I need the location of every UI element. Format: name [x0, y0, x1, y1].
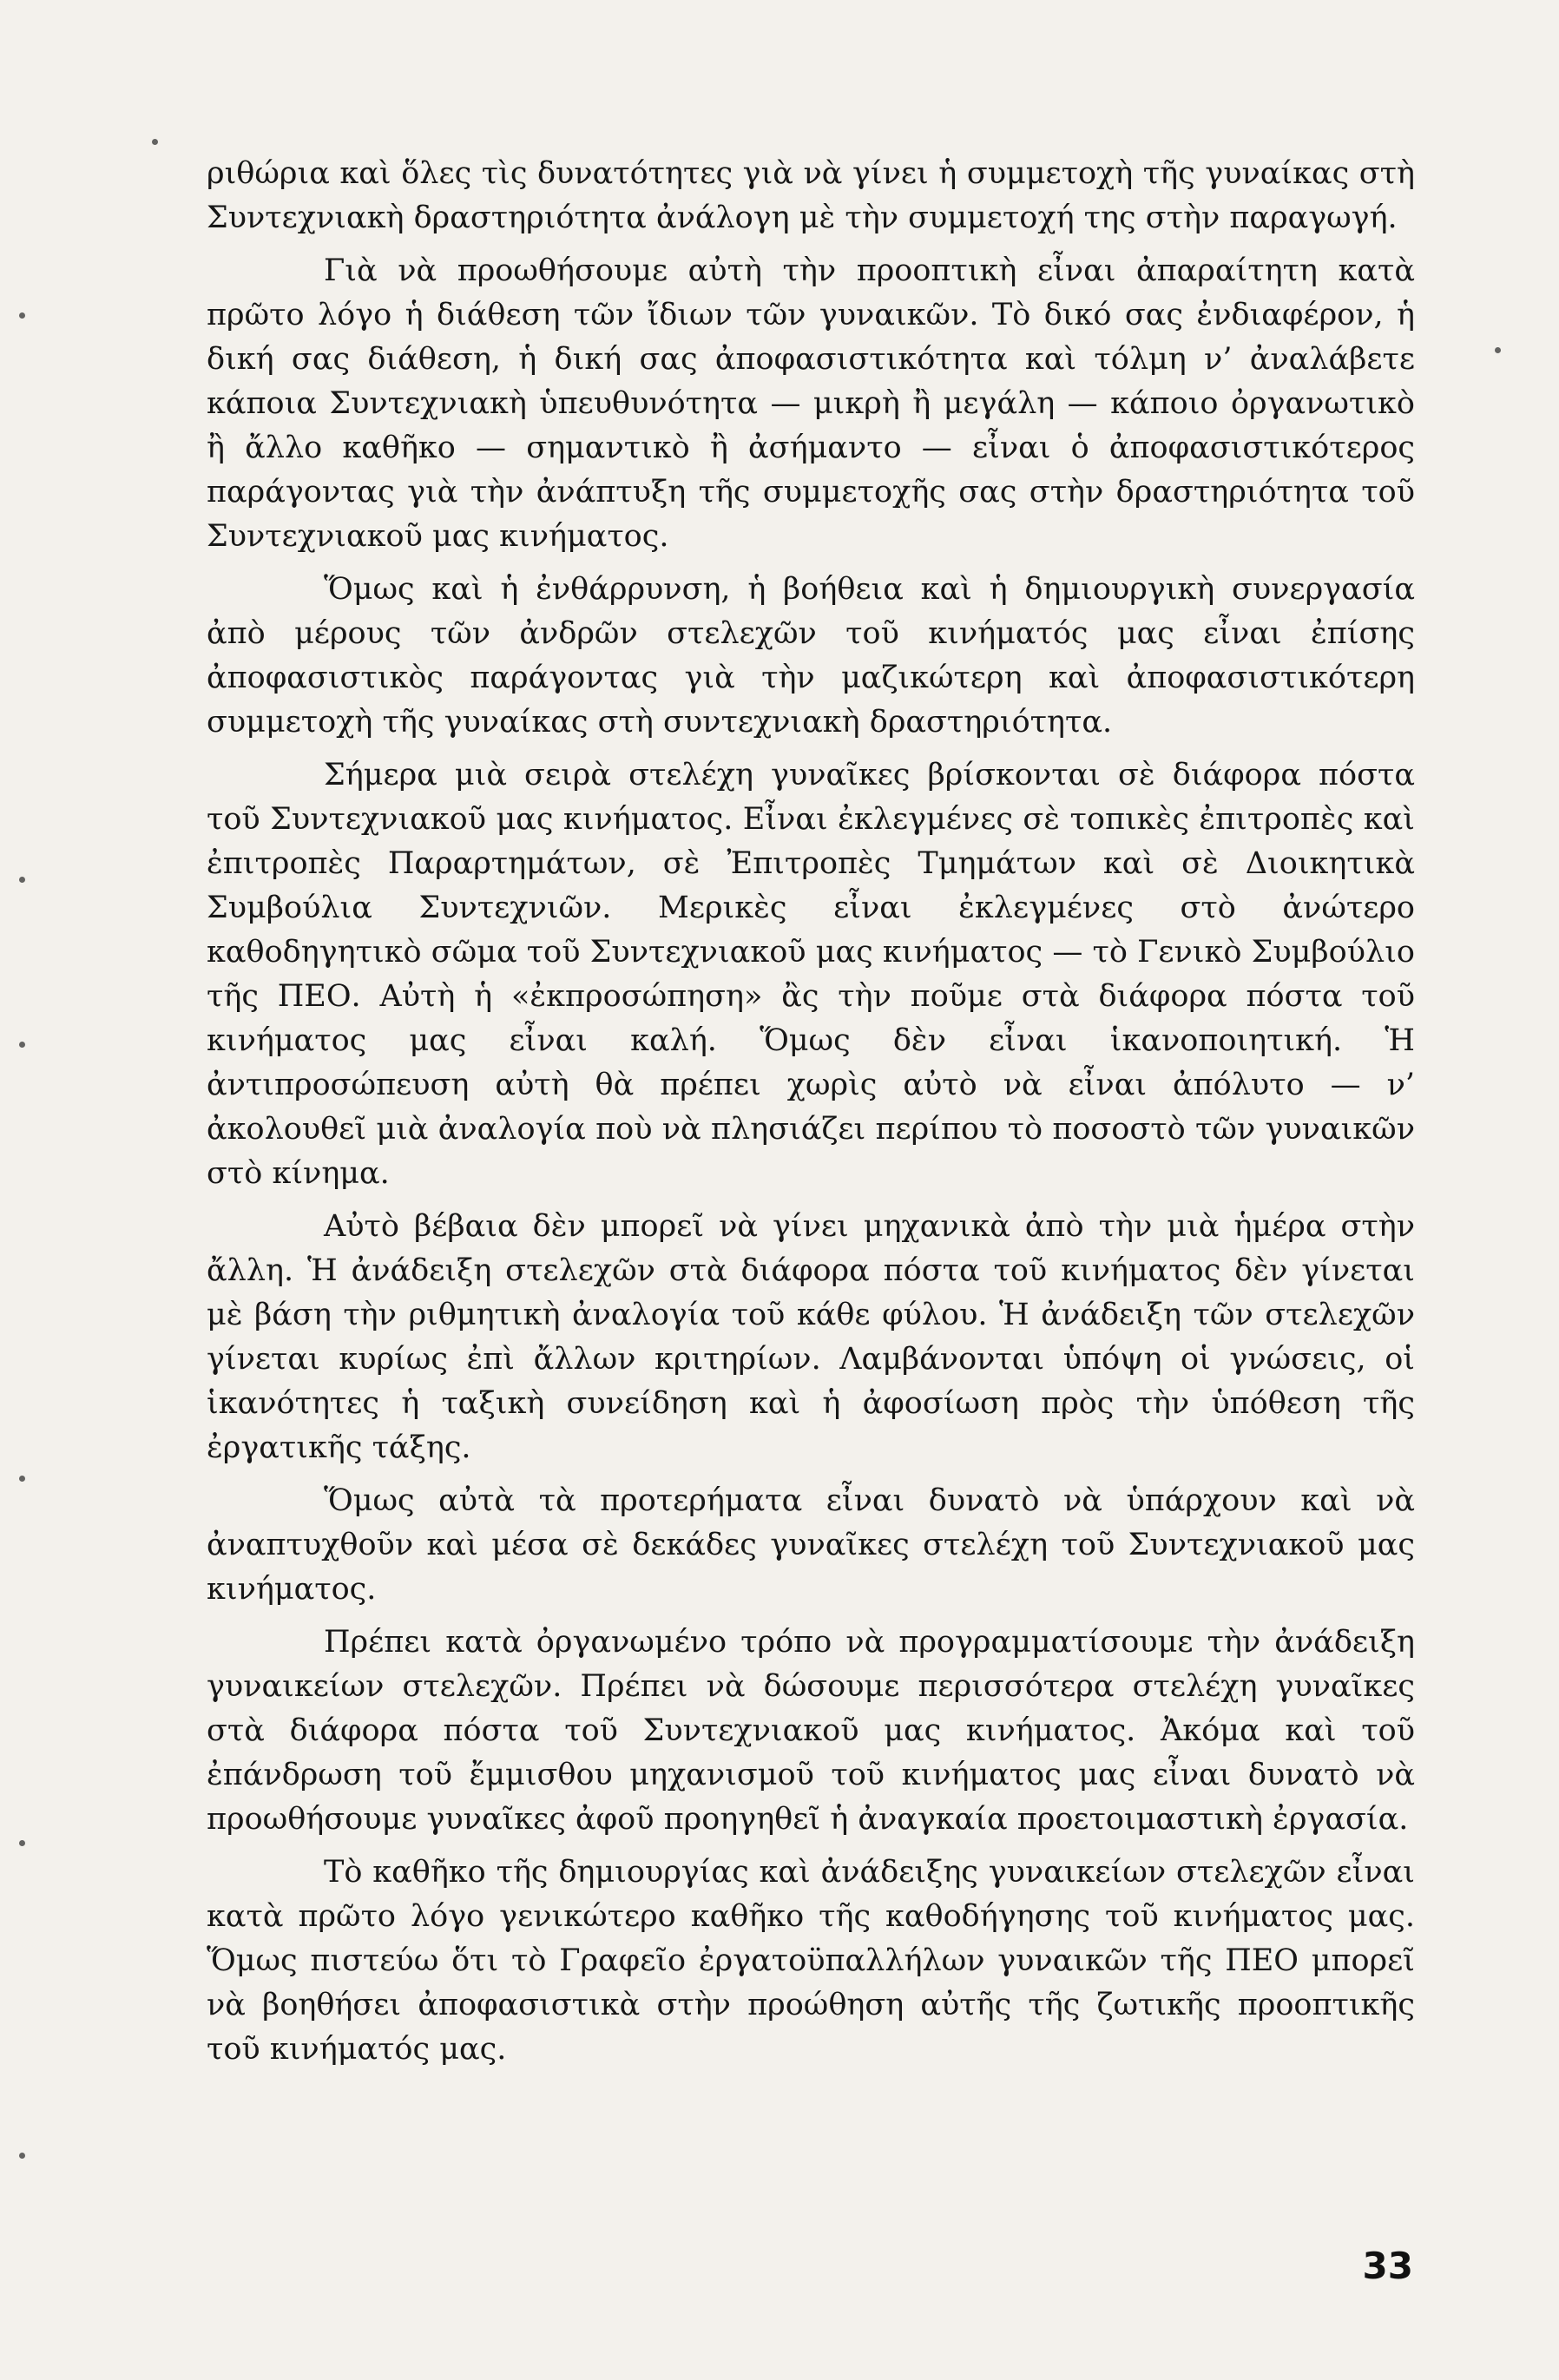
paragraph-3: Ὅμως καὶ ἡ ἐνθάρρυνση, ἡ βοήθεια καὶ ἡ δημιουργικὴ συνεργασία ἀπὸ μέρους τῶν ἀνδρῶν στελεχῶν τοῦ κινήματός μας εἶναι ἐπίσης ἀποφασιστικὸς παράγοντας γιὰ τὴν μαζικώτερη καὶ ἀποφασιστικότερη συμμετοχὴ τῆς γυναίκας στὴ συντεχνιακὴ δραστηριότητα. — [207, 572, 1415, 740]
scan-speck — [19, 1042, 25, 1048]
scan-speck — [19, 877, 25, 883]
paragraph-2: Γιὰ νὰ προωθήσουμε αὐτὴ τὴν προοπτικὴ εἶναι ἀπαραίτητη κατὰ πρῶτο λόγο ἡ διάθεση τῶν ἴδιων τῶν γυναικῶν. Τὸ δικό σας ἐνδιαφέρον, ἡ δική σας διάθεση, ἡ δική σας ἀποφασιστικότητα καὶ τόλμη ν’ ἀναλάβετε κάποια Συντεχνιακὴ ὑπευθυνότητα — μικρὴ ἢ μεγάλη — κάποιο ὀργανωτικὸ ἢ ἄλλο καθῆκο — σημαντικὸ ἢ ἀσήμαντο — εἶναι ὁ ἀποφασιστικότερος παράγοντας γιὰ τὴν ἀνάπτυξη τῆς συμμετοχῆς σας στὴν δραστηριότητα τοῦ Συντεχνιακοῦ μας κινήματος. — [207, 253, 1415, 554]
scan-speck — [19, 2153, 25, 2159]
scan-speck — [19, 1476, 25, 1482]
paragraph-5: Αὐτὸ βέβαια δὲν μπορεῖ νὰ γίνει μηχανικὰ ἀπὸ τὴν μιὰ ἡμέρα στὴν ἄλλη. Ἡ ἀνάδειξη στελεχῶν στὰ διάφορα πόστα τοῦ κινήματος δὲν γίνεται μὲ βάση τὴν ριθμητικὴ ἀναλογία τοῦ κάθε φύλου. Ἡ ἀνάδειξη τῶν στελεχῶν γίνεται κυρίως ἐπὶ ἄλλων κριτηρίων. Λαμβάνονται ὑπόψη οἱ γνώσεις, οἱ ἱκανότητες ἡ ταξικὴ συνείδηση καὶ ἡ ἀφοσίωση πρὸς τὴν ὑπόθεση τῆς ἐργατικῆς τάξης. — [207, 1209, 1415, 1465]
paragraph-6: Ὅμως αὐτὰ τὰ προτερήματα εἶναι δυνατὸ νὰ ὑπάρχουν καὶ νὰ ἀναπτυχθοῦν καὶ μέσα σὲ δεκάδες γυναῖκες στελέχη τοῦ Συντεχνιακοῦ μας κινήματος. — [207, 1483, 1415, 1607]
scan-speck — [1495, 347, 1501, 353]
scan-speck — [19, 1840, 25, 1846]
body-text — [207, 152, 1415, 2072]
paragraph-1: ριθώρια καὶ ὅλες τὶς δυνατότητες γιὰ νὰ γίνει ἡ συμμετοχὴ τῆς γυναίκας στὴ Συντεχνιακὴ δραστηριότητα ἀνάλογη μὲ τὴν συμμετοχή της στὴν παραγωγή. — [207, 156, 1415, 235]
scan-speck — [152, 139, 158, 145]
paragraph-4: Σήμερα μιὰ σειρὰ στελέχη γυναῖκες βρίσκονται σὲ διάφορα πόστα τοῦ Συντεχνιακοῦ μας κινήματος. Εἶναι ἐκλεγμένες σὲ τοπικὲς ἐπιτροπὲς καὶ ἐπιτροπὲς Παραρτημάτων, σὲ Ἐπιτροπὲς Τμημάτων καὶ σὲ Διοικητικὰ Συμβούλια Συντεχνιῶν. Μερικὲς εἶναι ἐκλεγμένες στὸ ἀνώτερο καθοδηγητικὸ σῶμα τοῦ Συντεχνιακοῦ μας κινήματος — τὸ Γενικὸ Συμβούλιο τῆς ΠΕΟ. Αὐτὴ ἡ «ἐκπροσώπηση» ἂς τὴν ποῦμε στὰ διάφορα πόστα τοῦ κινήματος μας εἶναι καλή. Ὅμως δὲν εἶναι ἱκανοποιητική. Ἡ ἀντιπροσώπευση αὐτὴ θὰ πρέπει χωρὶς αὐτὸ νὰ εἶναι ἀπόλυτο — ν’ ἀκολουθεῖ μιὰ ἀναλογία ποὺ νὰ πλησιάζει περίπου τὸ ποσοστὸ τῶν γυναικῶν στὸ κίνημα. — [207, 758, 1415, 1191]
scan-speck — [19, 312, 25, 319]
paragraph-8: Τὸ καθῆκο τῆς δημιουργίας καὶ ἀνάδειξης γυναικείων στελεχῶν εἶναι κατὰ πρῶτο λόγο γενικώτερο καθῆκο τῆς καθοδήγησης τοῦ κινήματος μας. Ὅμως πιστεύω ὅτι τὸ Γραφεῖο ἐργατοϋπαλλήλων γυναικῶν τῆς ΠΕΟ μπορεῖ νὰ βοηθήσει ἀποφασιστικὰ στὴν προώθηση αὐτῆς τῆς ζωτικῆς προοπτικῆς τοῦ κινήματός μας. — [207, 1855, 1415, 2067]
page-number: 33 — [1362, 2245, 1413, 2287]
paragraph-7: Πρέπει κατὰ ὀργανωμένο τρόπο νὰ προγραμματίσουμε τὴν ἀνάδειξη γυναικείων στελεχῶν. Πρέπει νὰ δώσουμε περισσότερα στελέχη γυναῖκες στὰ διάφορα πόστα τοῦ Συντεχνιακοῦ μας κινήματος. Ἀκόμα καὶ τοῦ ἐπάνδρωση τοῦ ἔμμισθου μηχανισμοῦ τοῦ κινήματος μας εἶναι δυνατὸ νὰ προωθήσουμε γυναῖκες ἀφοῦ προηγηθεῖ ἡ ἀναγκαία προετοιμαστικὴ ἐργασία. — [207, 1625, 1415, 1837]
